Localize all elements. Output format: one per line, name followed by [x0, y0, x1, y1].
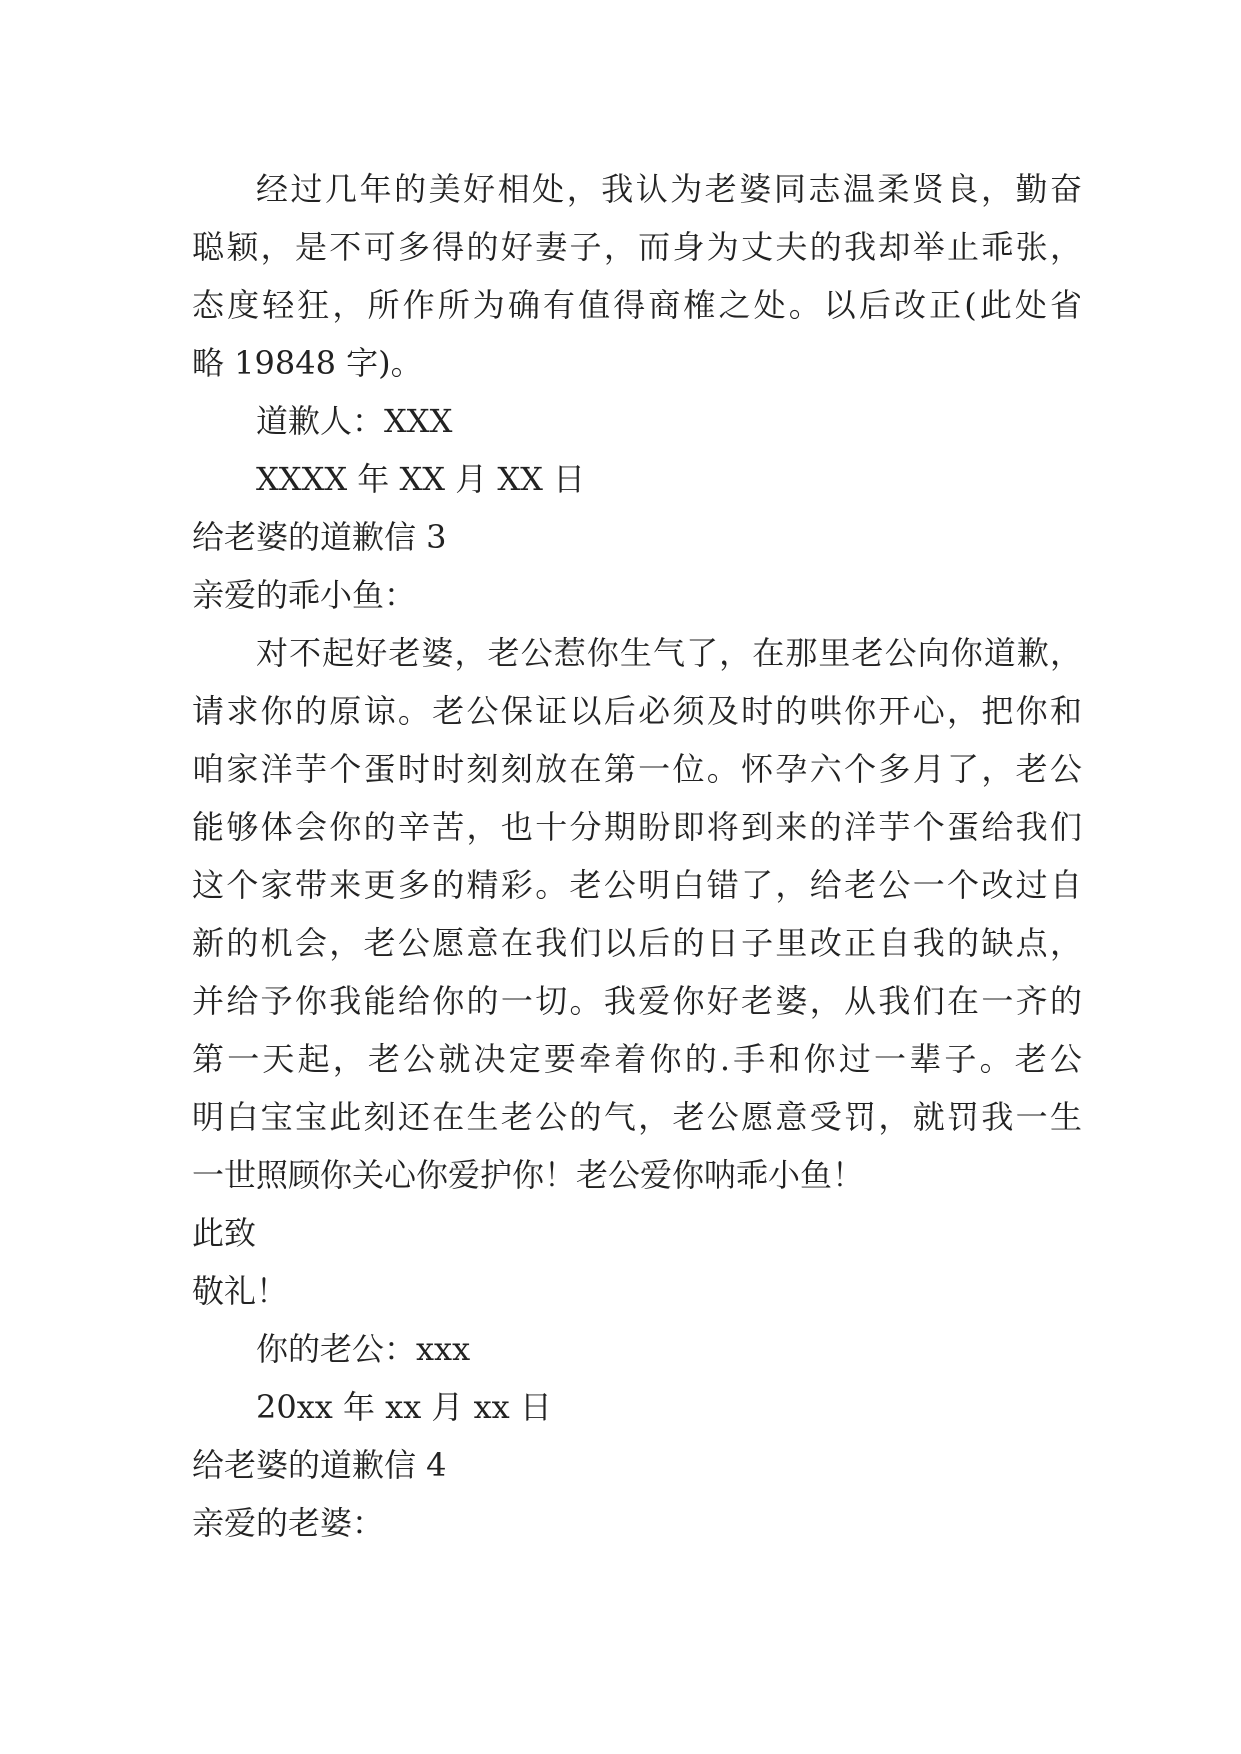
- paragraph-line: 第一天起，老公就决定要牵着你的.手和你过一辈子。老公: [192, 1040, 1082, 1078]
- closing-line: 此致: [192, 1214, 257, 1252]
- date-line: 20xx 年 xx 月 xx 日: [256, 1388, 552, 1426]
- paragraph-line: 经过几年的美好相处，我认为老婆同志温柔贤良，勤奋: [256, 170, 1082, 208]
- paragraph-line: 略 19848 字)。: [192, 344, 423, 382]
- paragraph-line: 咱家洋芋个蛋时时刻刻放在第一位。怀孕六个多月了，老公: [192, 750, 1082, 788]
- letter-title: 给老婆的道歉信 4: [192, 1446, 447, 1484]
- letter-greeting: 亲爱的乖小鱼：: [192, 576, 417, 614]
- signer-line: 你的老公：xxx: [256, 1330, 471, 1368]
- paragraph-line: 聪颖，是不可多得的好妻子，而身为丈夫的我却举止乖张，: [192, 228, 1082, 266]
- closing-line: 敬礼！: [192, 1272, 289, 1310]
- paragraph-line: 能够体会你的辛苦，也十分期盼即将到来的洋芋个蛋给我们: [192, 808, 1082, 846]
- paragraph-line: 明白宝宝此刻还在生老公的气，老公愿意受罚，就罚我一生: [192, 1098, 1082, 1136]
- paragraph-line: 并给予你我能给你的一切。我爱你好老婆，从我们在一齐的: [192, 982, 1082, 1020]
- paragraph-line: 新的机会，老公愿意在我们以后的日子里改正自我的缺点，: [192, 924, 1082, 962]
- date-line: XXXX 年 XX 月 XX 日: [256, 460, 586, 498]
- paragraph-line: 对不起好老婆，老公惹你生气了，在那里老公向你道歉，: [256, 634, 1082, 672]
- paragraph-line: 一世照顾你关心你爱护你！老公爱你呐乖小鱼！: [192, 1156, 865, 1194]
- document-body: [192, 160, 1082, 1552]
- paragraph-line: 请求你的原谅。老公保证以后必须及时的哄你开心，把你和: [192, 692, 1082, 730]
- letter-greeting: 亲爱的老婆：: [192, 1504, 385, 1542]
- signer-line: 道歉人：XXX: [256, 402, 453, 440]
- paragraph-line: 态度轻狂，所作所为确有值得商榷之处。以后改正(此处省: [192, 286, 1082, 324]
- letter-title: 给老婆的道歉信 3: [192, 518, 447, 556]
- paragraph-line: 这个家带来更多的精彩。老公明白错了，给老公一个改过自: [192, 866, 1082, 904]
